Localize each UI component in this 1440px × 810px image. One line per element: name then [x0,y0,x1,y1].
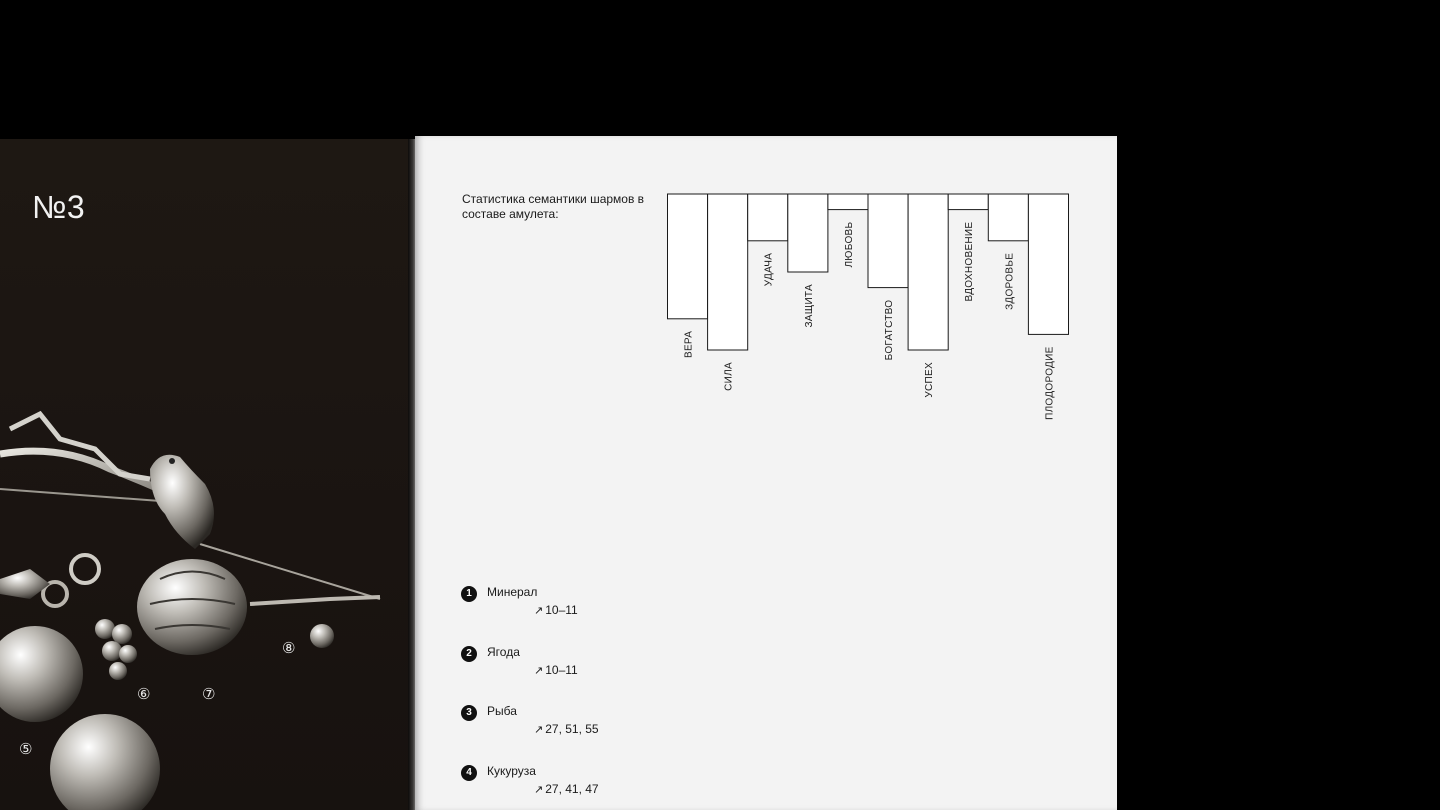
photo-marker-5: ⑤ [19,740,33,758]
photo-marker-7: ⑦ [202,685,216,703]
arrow-northeast-icon: ↗ [534,604,544,617]
chart-bar [1028,194,1068,334]
legend-name: Ягода [487,644,520,659]
chart-bar [788,194,828,272]
legend-ref-pages: 27, 51, 55 [545,722,599,736]
chart-bar [908,194,948,350]
chart-category-label: ЗАЩИТА [803,284,815,328]
chart-category-label: ЛЮБОВЬ [843,221,855,268]
left-page-photo-spread [0,139,413,810]
chart-category-label: ВДОХНОВЕНИЕ [964,221,976,302]
legend-number-badge: 4 [461,765,477,781]
semantics-bar-chart [667,193,1087,433]
arrow-northeast-icon: ↗ [534,782,544,796]
spread-number: №3 [32,189,86,225]
amulet-photo [0,139,413,810]
right-page [415,136,1117,810]
chart-heading: Статистика семантики шармов в составе амулета: [462,192,645,221]
photo-marker-6: ⑥ [137,685,151,703]
arrow-northeast-icon: ↗ [534,723,544,736]
chart-bar [668,194,708,319]
legend-page-ref [534,663,578,677]
chart-bar [948,194,988,210]
chart-bar [828,194,868,210]
photo-marker-8: ⑧ [282,639,296,657]
legend-name: Минерал [487,585,538,599]
chart-bar [988,194,1028,241]
chart-bar [708,194,748,350]
chart-category-label: ЗДОРОВЬЕ [1004,252,1016,310]
legend-ref-pages: 10–11 [545,603,578,617]
legend-name: Кукуруза [487,763,536,778]
legend-number-badge: 2 [461,646,477,662]
chart-bar [748,194,788,241]
legend-page-ref [534,603,578,617]
legend-page-ref [534,722,599,736]
chart-category-label: СИЛА [723,362,735,391]
legend-number-badge: 1 [461,586,477,602]
legend-name: Рыба [487,704,517,718]
chart-category-label: УДАЧА [763,252,775,287]
chart-category-label: ВЕРА [683,330,695,359]
legend-ref-pages: 10–11 [545,662,578,677]
chart-category-label: УСПЕХ [924,362,936,398]
legend-page-ref [534,782,599,796]
chart-category-label: БОГАТСТВО [884,299,896,361]
legend-number-badge: 3 [461,705,477,721]
chart-bar [868,194,908,288]
arrow-northeast-icon: ↗ [534,663,544,677]
chart-category-label: ПЛОДОРОДИЕ [1044,346,1056,420]
legend-ref-pages: 27, 41, 47 [545,781,599,796]
